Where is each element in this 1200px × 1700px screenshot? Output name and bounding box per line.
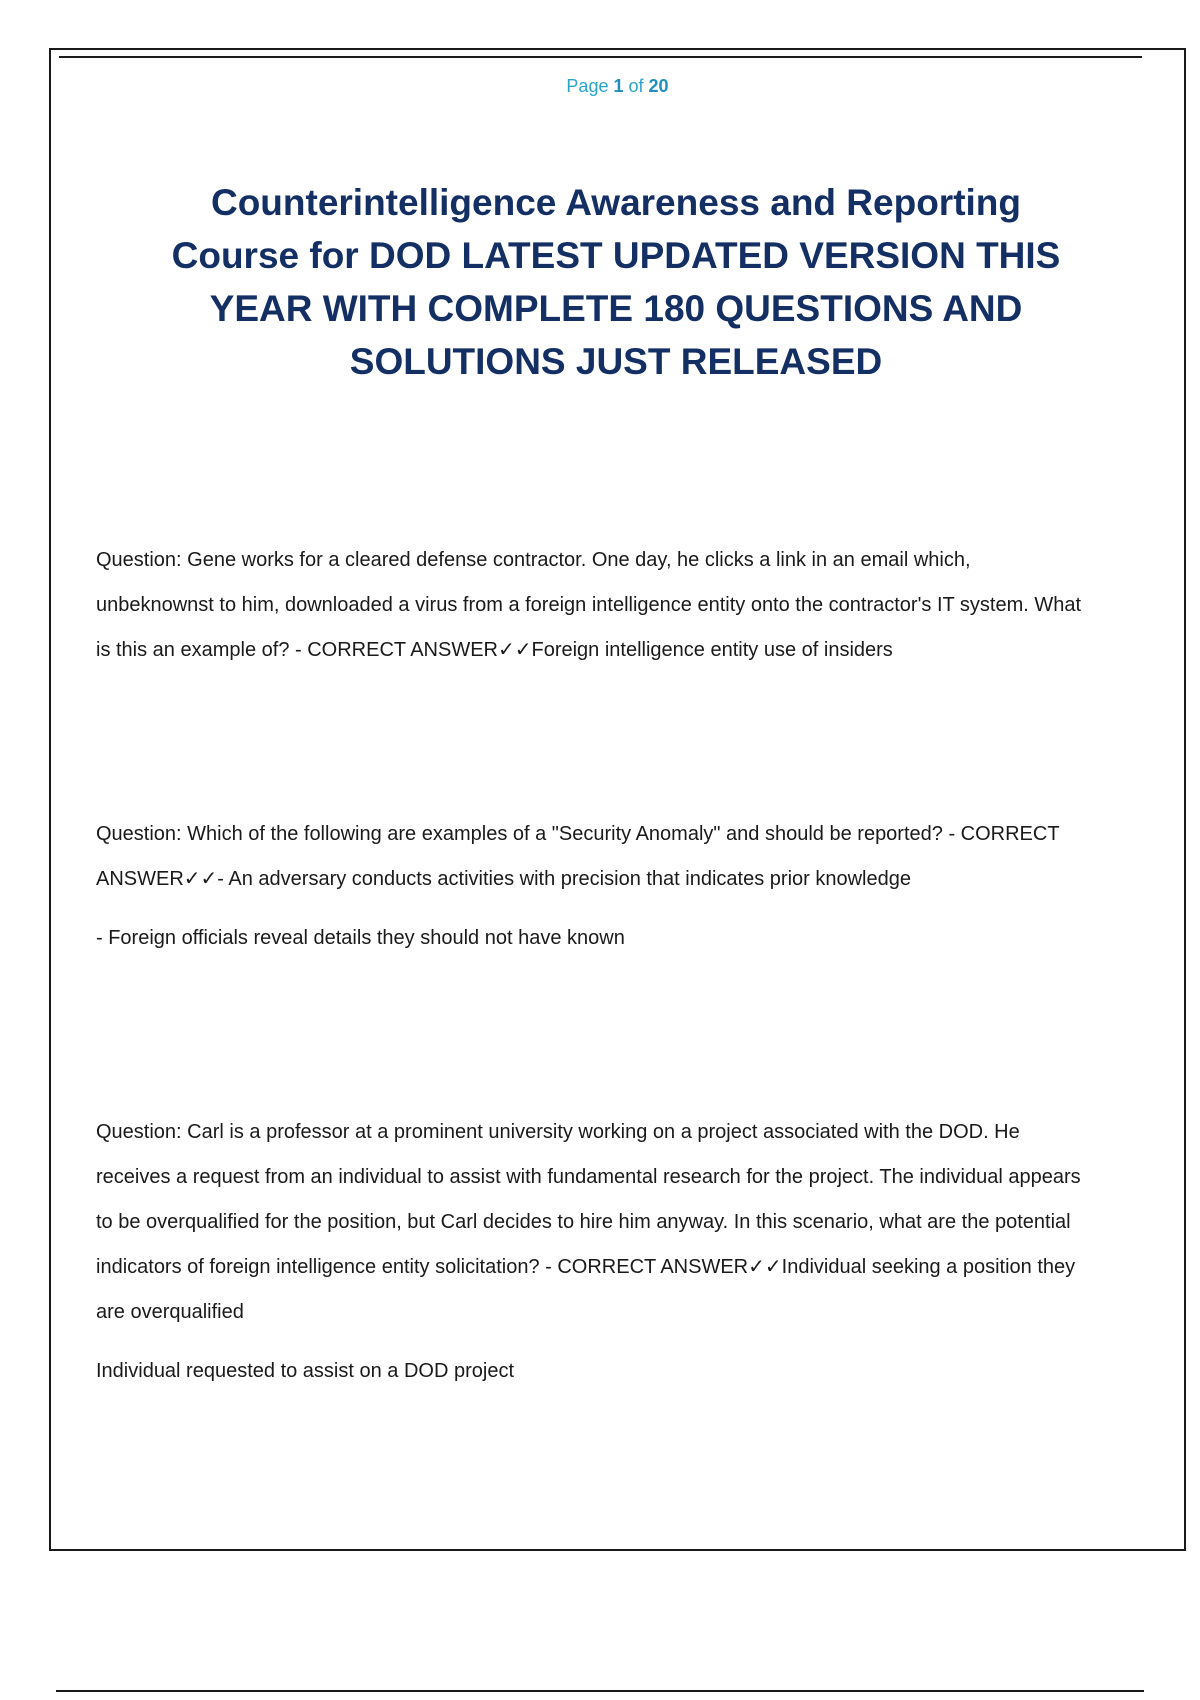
answer-extra: Individual requested to assist on a DOD project xyxy=(96,1360,514,1382)
document-title: Counterintelligence Awareness and Reporting Course for DOD LATEST UPDATED VERSION THIS YEAR WITH COMPLETE 180 QUESTIONS AND SOLUTIONS JUST RELEASED xyxy=(171,182,1061,382)
header-rule xyxy=(59,56,1142,58)
answer-extra: - Foreign officials reveal details they should not have known xyxy=(96,927,625,949)
page-indicator xyxy=(51,76,1184,97)
next-page-rule xyxy=(56,1690,1144,1692)
question-text: Question: Gene works for a cleared defense contractor. One day, he clicks a link in an email which, unbeknownst to him, downloaded a virus from a foreign intelligence entity onto the contractor's IT system. What is this an example of? - CORRECT ANSWER✓✓Foreign intelligence entity use of insiders xyxy=(96,549,1082,661)
page-total: 20 xyxy=(648,76,669,96)
question-text: Question: Carl is a professor at a prominent university working on a project associated with the DOD. He receives a request from an individual to assist with fundamental research for the project. The individual appears to be overqualified for the position, but Carl decides to hire him anyway. In this scenario, what are the potential indicators of foreign intelligence entity solicitation? - CORRECT ANSWER✓✓Individual seeking a position they are overqualified xyxy=(96,1121,1081,1323)
question-block-3 xyxy=(96,1110,1086,1394)
page-current: 1 xyxy=(613,76,624,96)
question-block-1 xyxy=(96,538,1086,673)
question-block-2 xyxy=(96,812,1086,961)
page-of: of xyxy=(628,76,644,96)
page-prefix: Page xyxy=(566,76,609,96)
question-text: Question: Which of the following are examples of a "Security Anomaly" and should be reported? - CORRECT ANSWER✓✓- An adversary conducts activities with precision that indicates prior knowledge xyxy=(96,823,1060,890)
